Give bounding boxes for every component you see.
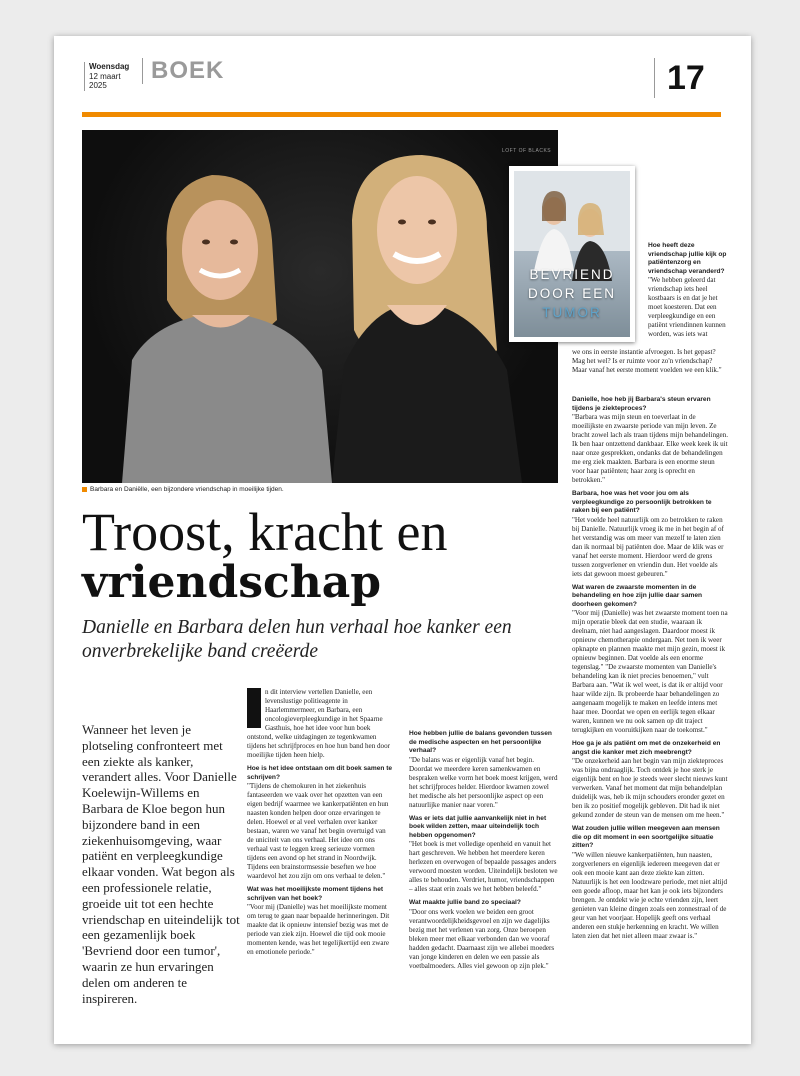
caption-text: Barbara en Daniëlle, een bijzondere vriendschap in moeilijke tijden.	[90, 486, 284, 493]
cover-line-3: TUMOR	[542, 305, 602, 320]
headline-line-1: Troost, kracht en	[82, 502, 448, 562]
subheadline: Danielle en Barbara delen hun verhaal hoe kanker een onverbrekelijke band creëerde	[82, 617, 512, 662]
answer: "Het boek is met volledige openheid en vanuit het hart geschreven. We hebben het meerdere keren herlezen en overwogen of bepaalde passages anders verwoord moesten worden. Uiteindelijk besloten we alles te behouden. Verdriet, humor, vriendschappen – alles staat erin zoals we het hebben beleefd."	[409, 840, 558, 893]
answer: "De onzekerheid aan het begin van mijn ziekteproces was bijna ondraaglijk. Toch ontdek je hoe sterk je eigenlijk bent en hoe je steeds weer slecht nieuws kunt verwerken. Vanaf het moment dat mijn behandelplan duidelijk was, heb ik mijn schouders eronder gezet en ben ik zo positief mogelijk gebleven. Dit had ik niet gekund zonder de steun van de mensen om me heen."	[572, 757, 728, 819]
weekday: Woensdag	[89, 62, 130, 71]
answer: "Barbara was mijn steun en toeverlaat in de moeilijkste en zwaarste periode van mijn leven. Ze bracht zowel lach als traan tijdens mijn behandelingen. Ik ben haar ontzettend dankbaar. Elke week keek ik uit naar onze gesprekken, ondanks dat de behandelingen me erg ziek maakten. Barbara is een enorme steun voor haar patiënten; haar zorg is oprecht en betrokken."	[572, 413, 729, 484]
question: Hoe heeft deze vriendschap jullie kijk op patiëntenzorg en vriendschap veranderd?	[648, 242, 727, 275]
newspaper-page	[54, 36, 751, 1044]
page-number: 17	[654, 58, 705, 98]
question: Wat maakte jullie band zo speciaal?	[409, 899, 521, 906]
article-column-3-top	[648, 242, 728, 339]
question: Hoe is het idee ontstaan om dit boek samen te schrijven?	[247, 765, 393, 781]
article-column-1	[247, 688, 393, 957]
article-column-3	[572, 396, 728, 941]
person-left	[122, 175, 332, 483]
answer: "Voor mij (Danielle) was het moeilijkste moment om terug te gaan naar bepaalde herinneringen. Dit maakte dat ik opnieuw intensief bezig was met de periode van ziek zijn. Hoewel die tijd ook mooie momenten kende, was het tegelijkertijd een zware en emotionele periode."	[247, 903, 390, 956]
accent-rule	[82, 112, 721, 117]
question: Was er iets dat jullie aanvankelijk niet in het boek wilden zetten, maar uiteindelijk toch hebben opgenomen?	[409, 814, 547, 839]
article-photo	[82, 130, 558, 483]
photo-caption	[82, 486, 284, 493]
intro-paragraph: Wanneer het leven je plotseling confronteert met een ziekte als kanker, verandert alles. Voor Danielle Koelewijn-Willems en Barbara de Kloe begon hun bijzondere band in een ziekenhuisomgeving, waar patiënt en verpleegkundige elkaar vonden. Wat begon als een professionele relatie, groeide uit tot een hechte vriendschap en uiteindelijk tot een gezamenlijk boek 'Bevriend door een tumor', waarin ze hun ervaringen delen om anderen te inspireren.	[82, 722, 240, 1006]
year: 2025	[89, 81, 107, 90]
cover-line-1: BEVRIEND	[529, 267, 615, 282]
section-title: BOEK	[142, 58, 224, 84]
drop-cap	[247, 688, 261, 728]
answer: "Voor mij (Danielle) was het zwaarste moment toen na mijn operatie bleek dat een studie, waaraan ik deelnam, niet had aangeslagen. Daardoor moest ik opnieuw chemotherapie ondergaan. Net toen ik weer opknapte en plannen maakte met mijn gezin, moest ik opnieuw beginnen. Dat voelde als een enorme tegenslag." "De zwaarste momenten van Danielle's behandeling kan ik niet precies benoemen," vult Barbara aan. "Wat ik wel weet, is dat ik er altijd voor haar wilde zijn. Ik probeerde haar behandelingen zo aangenaam mogelijk te maken en leefde intens met haar mee. Doordat we open en eerlijk tegen elkaar waren, kunnen we nu ook samen op dit traject terugkijken en vooruitkijken naar de toekomst."	[572, 609, 728, 734]
answer: "Tijdens de chemokuren in het ziekenhuis fantaseerden we vaak over het opzetten van een eigen bedrijf waarmee we kankerpatiënten en hun naasten konden helpen door onze ervaringen te delen. Hoewel er al veel verhalen over kanker bestaan, waren we vanaf het begin overtuigd van de uniciteit van ons verhaal. Het idee om ons verhaal vast te leggen kreeg serieuze vormen tijdens een avond op het strand in Noordwijk. Tijdens een brainstormsessie beseften we hoe waardevol het zou zijn om ons verhaal te delen."	[247, 782, 389, 880]
photographer-logo: LOFT OF BLACKS	[502, 148, 552, 154]
headline-line-2: vriendschap	[82, 557, 382, 608]
photo-illustration	[82, 130, 558, 483]
answer: "Door ons werk voelen we beiden een groot verantwoordelijkheidsgevoel en zijn we dagelijks bezig met het verlenen van zorg. Onze beroepen bleken meer met elkaar verbonden dan we vooraf hadden gedacht. Daarnaast zijn we allebei moeders van jonge kinderen en delen we een passie als voetbalmoeders. Alles viel gewoon op zijn plek."	[409, 907, 555, 970]
question: Hoe ga je als patiënt om met de onzekerheid en angst die kanker met zich meebrengt?	[572, 740, 721, 756]
question: Wat zouden jullie willen meegeven aan mensen die op dit moment in een soortgelijke situatie zitten?	[572, 825, 720, 849]
book-cover-art	[514, 171, 630, 337]
caption-marker	[82, 487, 87, 492]
issue-date	[84, 62, 129, 91]
answer: "De balans was er eigenlijk vanaf het begin. Doordat we meerdere keren samenkwamen en bespraken welke vorm het boek moest krijgen, werd het schrijfproces helder. Hierdoor kwamen zowel het medische als het persoonlijke aspect op een natuurlijke manier naar voren."	[409, 755, 558, 809]
answer: "We willen nieuwe kankerpatiënten, hun naasten, zorgverleners en eigenlijk iedereen meegeven dat er ook een mooie kant aan deze ziekte kan zitten. Natuurlijk is het een loodzware periode, met niet altijd een goede afloop, maar het kan je ook iets bijzonders brengen. Je ontdekt wie je echte vrienden zijn, leert genieten van kleine dingen zoals een zonnestraal of de geur van het voorjaar. Hopelijk geeft ons verhaal anderen een stukje herkenning en kracht. We willen laten zien dat het niet alleen maar zwaar is."	[572, 850, 728, 940]
person-right	[332, 155, 522, 483]
date: 12 maart	[89, 71, 121, 81]
answer: "Het voelde heel natuurlijk om zo betrokken te raken bij Danielle. Natuurlijk vroeg ik me in het begin af of het verstandig was om meer van mezelf te laten zien dan ik normaal bij patiënten doe. Maar de klik was er vanaf het eerste moment. Hierdoor werd de grens tussen zorgverlener en vriendin dun. Het voelde als iets dat gewoon moest gebeuren."	[572, 515, 724, 578]
book-cover	[509, 166, 635, 342]
question: Wat waren de zwaarste momenten in de behandeling en hoe zijn jullie daar samen doorheen gekomen?	[572, 583, 703, 608]
question: Hoe hebben jullie de balans gevonden tussen de medische aspecten en het persoonlijke verhaal?	[409, 730, 552, 754]
article-column-2	[409, 730, 559, 971]
lead-paragraph: n dit interview vertellen Danielle, een levenslustige politieagente in Haarlemmermeer, en Barbara, een oncologieverpleegkundige in het Spaarne Gasthuis, hoe het idee voor hun boek ontstond, welke uitdagingen ze tegenkwamen tijdens het schrijfproces en hoe hun band hen door moeilijke tijden heen hielp.	[247, 688, 391, 759]
question: Wat was het moeilijkste moment tijdens het schrijven van het boek?	[247, 886, 384, 902]
answer: we ons in eerste instantie afvroegen. Is het gepast? Mag het wel? Is er ruimte voor zo'n vriendschap? Maar vanaf het eerste moment voelden we een klik."	[572, 348, 722, 374]
book-cover-title	[520, 265, 624, 322]
question: Barbara, hoe was het voor jou om als verpleegkundige zo persoonlijk betrokken te raken bij een patiënt?	[572, 490, 712, 514]
question: Danielle, hoe heb jij Barbara's steun ervaren tijdens je ziekteproces?	[572, 396, 711, 412]
cover-line-2: DOOR EEN	[527, 286, 616, 301]
article-column-3-continued	[572, 348, 728, 375]
answer: "We hebben geleerd dat vriendschap iets heel kostbaars is en dat je het moet koesteren. Dat een verpleegkundige en een patiënt vriendinnen kunnen worden, was iets wat	[648, 276, 726, 338]
